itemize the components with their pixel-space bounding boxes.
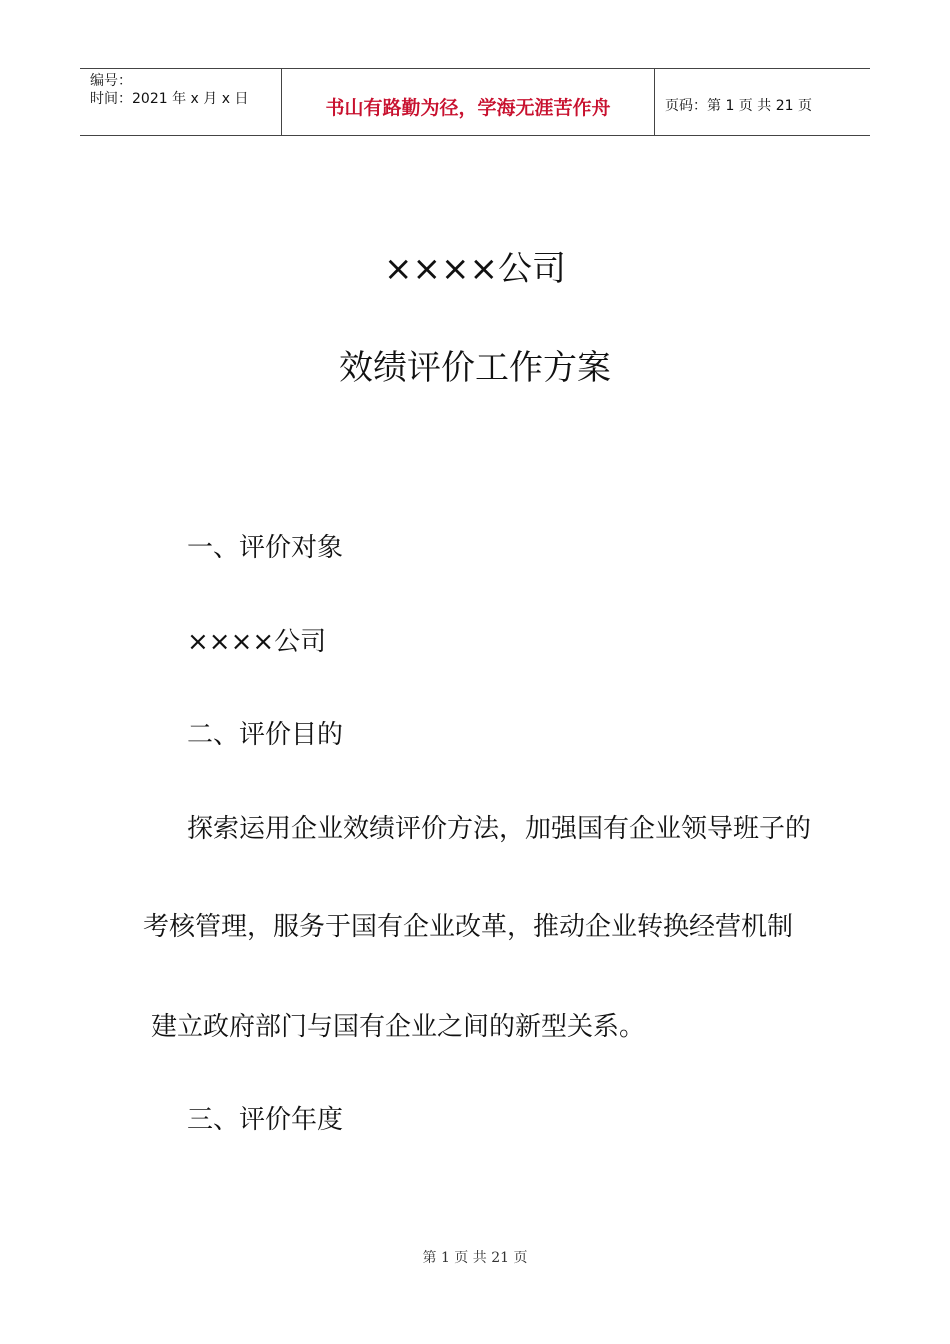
- header-meta-cell: [80, 69, 282, 135]
- section-2-heading: 二、评价目的: [187, 720, 344, 750]
- section-1-heading: 一、评价对象: [187, 533, 344, 563]
- document-number-label: 编号：: [90, 73, 132, 89]
- section-2-paragraph-line-3: 建立政府部门与国有企业之间的新型关系。: [151, 1012, 646, 1042]
- header-motto: 书山有路勤为径，学海无涯苦作舟: [325, 97, 611, 119]
- section-2-paragraph-line-1: 探索运用企业效绩评价方法，加强国有企业领导班子的: [187, 814, 812, 844]
- footer-page-number: 第 1 页 共 21 页: [422, 1250, 528, 1266]
- company-title: ××××公司: [384, 249, 566, 289]
- header-page-cell: [655, 69, 870, 135]
- plan-title: 效绩评价工作方案: [339, 348, 611, 388]
- document-time-label: 时间：2021 年 x 月 x 日: [90, 91, 249, 107]
- header-page-info: 页码：第 1 页 共 21 页: [665, 98, 812, 114]
- section-1-text: ××××公司: [187, 627, 327, 657]
- header-motto-cell: [282, 69, 655, 135]
- section-2-paragraph-line-2: 考核管理，服务于国有企业改革，推动企业转换经营机制: [143, 912, 794, 942]
- section-3-heading: 三、评价年度: [187, 1105, 344, 1135]
- header-table: [80, 68, 870, 136]
